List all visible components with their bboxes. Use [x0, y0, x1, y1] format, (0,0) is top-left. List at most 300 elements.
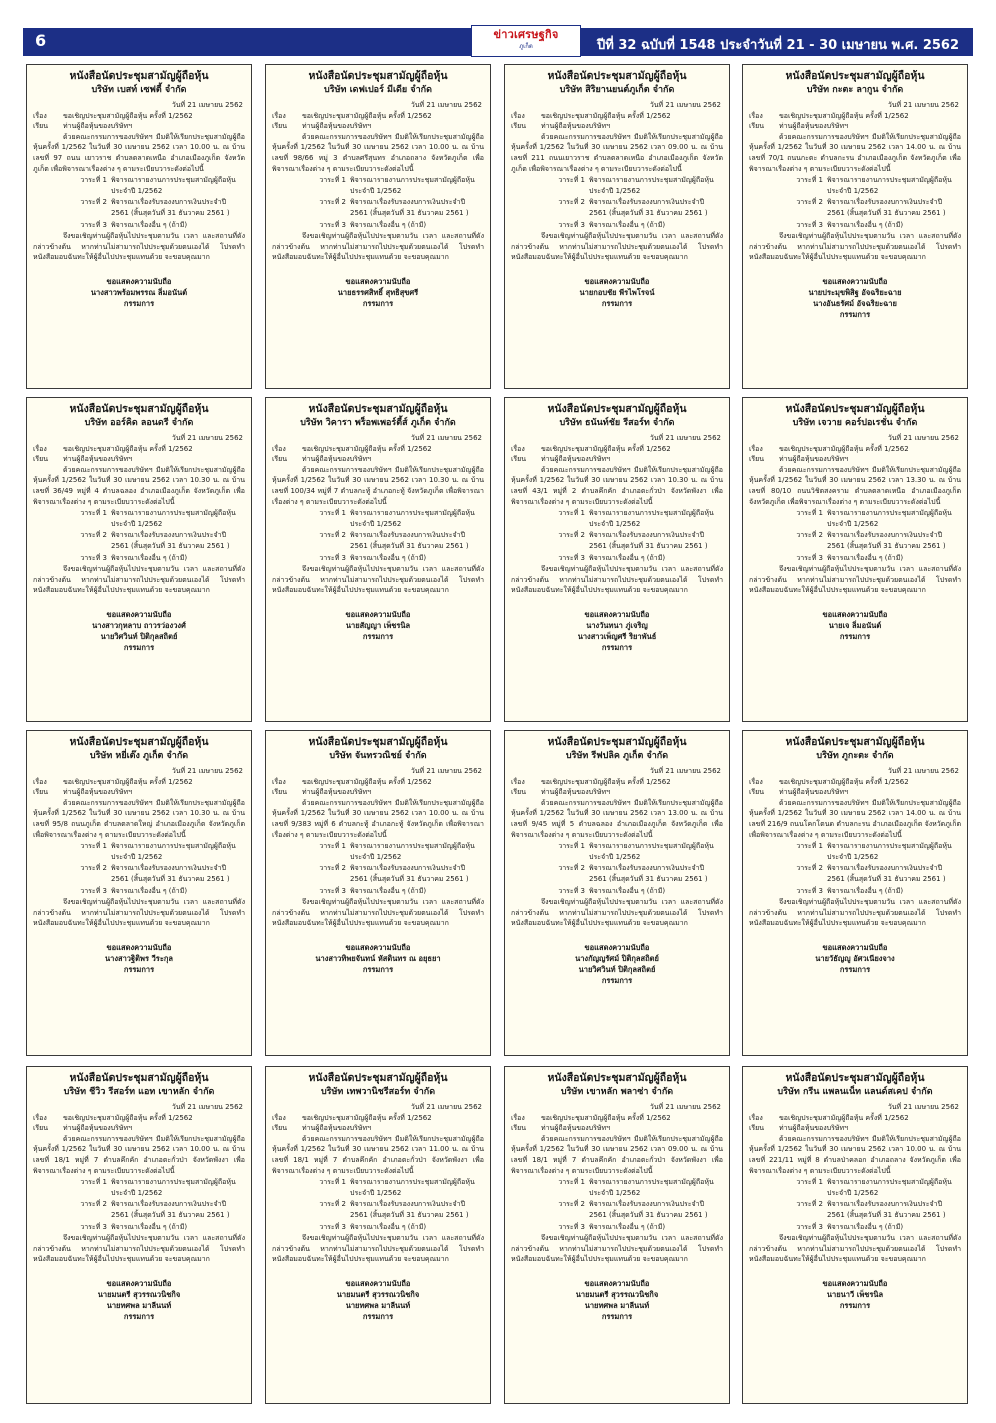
subject-row — [272, 111, 484, 122]
agenda-text: พิจารณารายงานการประชุมสามัญผู้ถือหุ้น ประจำปี 1/2562 — [827, 176, 952, 195]
agenda-item — [511, 1222, 723, 1233]
agenda-number: วาระที่ 1 — [558, 842, 585, 851]
notice-body: ด้วยคณะกรรมการของบริษัทฯ มีมติให้เรียกประชุมสามัญผู้ถือหุ้นครั้งที่ 1/2562 ในวันที่ 30 เมษายน 2562 เวลา 10.00 น. ณ บ้านเลขที่ 18/1 หมู่ที่ 7 ตำบลคึกคัก อำเภอตะกั่วป่า จังหวัดพังงา เพื่อพิจารณาเรื่องต่าง ๆ ตามระเบียบวาระดังต่อไปนี้ — [33, 1134, 245, 1175]
recipient-row — [272, 787, 484, 798]
notice-date: วันที่ 21 เมษายน 2562 — [171, 1103, 243, 1111]
agenda-text: พิจารณาเรื่องอื่น ๆ (ถ้ามี) — [589, 553, 666, 562]
regards-text: ขอแสดงความนับถือ — [822, 609, 888, 619]
agenda-text: พิจารณาเรื่องอื่น ๆ (ถ้ามี) — [111, 220, 188, 229]
closing-text: จึงขอเชิญท่านผู้ถือหุ้นไปประชุมตามวัน เวลา และสถานที่ดังกล่าวข้างต้น หากท่านไม่สามารถไปประชุมด้วยตนเองได้ โปรดทำหนังสือมอบฉันทะให้ผู้อื่นไปประชุมแทนด้วย จะขอบคุณมาก — [511, 1234, 723, 1264]
recipient-text: ท่านผู้ถือหุ้นของบริษัทฯ — [779, 1124, 849, 1133]
company-name: บริษัท เจวาย คอร์ปอเรชั่น จำกัด — [792, 418, 918, 428]
subject-row — [33, 111, 245, 122]
signer-name: นายทศพล มาลีนนท์ — [345, 1300, 411, 1310]
notice-card — [742, 64, 968, 389]
agenda-number: วาระที่ 1 — [80, 1178, 107, 1187]
signer-name: นายสัญญา เพ็ชรนิล — [345, 620, 411, 630]
agenda-number: วาระที่ 1 — [796, 842, 823, 851]
agenda-number: วาระที่ 3 — [319, 220, 346, 229]
recipient-row — [33, 454, 245, 465]
agenda-number: วาระที่ 3 — [319, 886, 346, 895]
notice-card — [265, 397, 491, 722]
notice-body: ด้วยคณะกรรมการของบริษัทฯ มีมติให้เรียกประชุมสามัญผู้ถือหุ้นครั้งที่ 1/2562 ในวันที่ 30 เมษายน 2562 เวลา 10.30 น. ณ บ้านเลขที่ 43/1 หมู่ที่ 2 ตำบลคึกคัก อำเภอตะกั่วป่า จังหวัดพังงา เพื่อพิจารณาเรื่องต่าง ๆ ตามระเบียบวาระดังต่อไปนี้ — [511, 465, 723, 506]
logo-title: ข่าวเศรษฐกิจ — [493, 28, 559, 41]
agenda-text: พิจารณาเรื่องอื่น ๆ (ถ้ามี) — [827, 886, 904, 895]
agenda-text: พิจารณารายงานการประชุมสามัญผู้ถือหุ้น ประจำปี 1/2562 — [111, 509, 236, 528]
agenda-text: พิจารณารายงานการประชุมสามัญผู้ถือหุ้น ประจำปี 1/2562 — [350, 842, 475, 861]
notice-date: วันที่ 21 เมษายน 2562 — [410, 767, 482, 775]
notice-body: ด้วยคณะกรรมการของบริษัทฯ มีมติให้เรียกประชุมสามัญผู้ถือหุ้นครั้งที่ 1/2562 ในวันที่ 30 เมษายน 2562 เวลา 10.00 น. ณ บ้านเลขที่ 98/66 หมู่ 3 ตำบลศรีสุนทร อำเภอถลาง จังหวัดภูเก็ต เพื่อพิจารณาเรื่องต่าง ๆ ตามระเบียบวาระดังต่อไปนี้ — [272, 132, 484, 173]
agenda-item — [511, 530, 723, 551]
agenda-item — [272, 886, 484, 897]
subject-row — [33, 777, 245, 788]
agenda-number: วาระที่ 2 — [80, 1200, 107, 1209]
notice-body: ด้วยคณะกรรมการของบริษัทฯ มีมติให้เรียกประชุมสามัญผู้ถือหุ้นครั้งที่ 1/2562 ในวันที่ 30 เมษายน 2562 เวลา 13.30 น. ณ บ้านเลขที่ 80/10 ถนนวิชิตสงคราม ตำบลตลาดเหนือ อำเภอเมืองภูเก็ต จังหวัดภูเก็ต เพื่อพิจารณาเรื่องต่าง ๆ ตามระเบียบวาระดังต่อไปนี้ — [749, 465, 961, 506]
recipient-text: ท่านผู้ถือหุ้นของบริษัทฯ — [779, 122, 849, 131]
company-name: บริษัท วิคารา พร็อพเพอร์ตี้ส์ ภูเก็ต จำกัด — [300, 418, 456, 428]
recipient-label: เรียน — [33, 788, 49, 797]
subject-text: ขอเชิญประชุมสามัญผู้ถือหุ้น ครั้งที่ 1/2562 — [779, 111, 909, 120]
agenda-number: วาระที่ 2 — [796, 531, 823, 540]
agenda-item — [33, 175, 245, 196]
subject-row — [272, 1113, 484, 1124]
recipient-text: ท่านผู้ถือหุ้นของบริษัทฯ — [63, 1124, 133, 1133]
agenda-number: วาระที่ 1 — [796, 176, 823, 185]
closing-text: จึงขอเชิญท่านผู้ถือหุ้นไปประชุมตามวัน เวลา และสถานที่ดังกล่าวข้างต้น หากท่านไม่สามารถไปประชุมด้วยตนเองได้ โปรดทำหนังสือมอบฉันทะให้ผู้อื่นไปประชุมแทนด้วย จะขอบคุณมาก — [272, 898, 484, 928]
agenda-text: พิจารณารายงานการประชุมสามัญผู้ถือหุ้น ประจำปี 1/2562 — [589, 509, 714, 528]
subject-text: ขอเชิญประชุมสามัญผู้ถือหุ้น ครั้งที่ 1/2562 — [541, 1113, 671, 1122]
recipient-label: เรียน — [749, 788, 765, 797]
regards-text: ขอแสดงความนับถือ — [345, 942, 411, 952]
recipient-text: ท่านผู้ถือหุ้นของบริษัทฯ — [779, 455, 849, 464]
closing-text: จึงขอเชิญท่านผู้ถือหุ้นไปประชุมตามวัน เวลา และสถานที่ดังกล่าวข้างต้น หากท่านไม่สามารถไปประชุมด้วยตนเองได้ โปรดทำหนังสือมอบฉันทะให้ผู้อื่นไปประชุมแทนด้วย จะขอบคุณมาก — [511, 565, 723, 595]
agenda-text: พิจารณาเรื่องอื่น ๆ (ถ้ามี) — [827, 1222, 904, 1231]
agenda-text: พิจารณารายงานการประชุมสามัญผู้ถือหุ้น ประจำปี 1/2562 — [827, 842, 952, 861]
signer-role: กรรมการ — [123, 642, 155, 652]
agenda-text: พิจารณาเรื่องรับรองงบการเงินประจำปี 2561 (สิ้นสุดวันที่ 31 ธันวาคม 2561 ) — [350, 198, 469, 217]
notice-card — [742, 1066, 968, 1404]
regards-text: ขอแสดงความนับถือ — [584, 1278, 650, 1288]
agenda-text: พิจารณาเรื่องอื่น ๆ (ถ้ามี) — [111, 1222, 188, 1231]
notice-date: วันที่ 21 เมษายน 2562 — [171, 434, 243, 442]
closing-text: จึงขอเชิญท่านผู้ถือหุ้นไปประชุมตามวัน เวลา และสถานที่ดังกล่าวข้างต้น หากท่านไม่สามารถไปประชุมด้วยตนเองได้ โปรดทำหนังสือมอบฉันทะให้ผู้อื่นไปประชุมแทนด้วย จะขอบคุณมาก — [272, 1234, 484, 1264]
recipient-row — [749, 454, 961, 465]
subject-row — [511, 111, 723, 122]
notice-title: หนังสือนัดประชุมสามัญผู้ถือหุ้น — [308, 403, 448, 415]
subject-label: เรื่อง — [511, 444, 525, 453]
recipient-text: ท่านผู้ถือหุ้นของบริษัทฯ — [541, 1124, 611, 1133]
closing-text: จึงขอเชิญท่านผู้ถือหุ้นไปประชุมตามวัน เวลา และสถานที่ดังกล่าวข้างต้น หากท่านไม่สามารถไปประชุมด้วยตนเองได้ โปรดทำหนังสือมอบฉันทะให้ผู้อื่นไปประชุมแทนด้วย จะขอบคุณมาก — [749, 565, 961, 595]
company-name: บริษัท ออร์คิด ลอนดรี จำกัด — [84, 418, 194, 428]
agenda-item — [33, 508, 245, 529]
agenda-item — [33, 886, 245, 897]
regards-text: ขอแสดงความนับถือ — [584, 609, 650, 619]
company-name: บริษัท สิริยานยนต์ภูเก็ต จำกัด — [559, 85, 675, 95]
signer-role: กรรมการ — [839, 631, 871, 641]
agenda-text: พิจารณารายงานการประชุมสามัญผู้ถือหุ้น ประจำปี 1/2562 — [111, 842, 236, 861]
notice-card — [26, 1066, 252, 1404]
agenda-item — [272, 1199, 484, 1220]
agenda-text: พิจารณาเรื่องอื่น ๆ (ถ้ามี) — [589, 220, 666, 229]
notice-card — [26, 730, 252, 1056]
agenda-text: พิจารณาเรื่องอื่น ๆ (ถ้ามี) — [350, 1222, 427, 1231]
subject-label: เรื่อง — [272, 1113, 286, 1122]
recipient-label: เรียน — [749, 455, 765, 464]
subject-label: เรื่อง — [272, 777, 286, 786]
signer-name: นายมนตรี สุวรรณวนิชกิจ — [97, 1289, 181, 1299]
agenda-number: วาระที่ 2 — [558, 1200, 585, 1209]
notice-title: หนังสือนัดประชุมสามัญผู้ถือหุ้น — [547, 1072, 687, 1084]
agenda-item — [272, 220, 484, 231]
agenda-item — [749, 220, 961, 231]
regards-text: ขอแสดงความนับถือ — [106, 276, 172, 286]
agenda-item — [511, 553, 723, 564]
agenda-item — [749, 863, 961, 884]
agenda-text: พิจารณาเรื่องอื่น ๆ (ถ้ามี) — [111, 886, 188, 895]
notice-card — [742, 397, 968, 722]
signer-name: นายเจ ลิ่มอนันต์ — [828, 620, 882, 630]
regards-text: ขอแสดงความนับถือ — [345, 1278, 411, 1288]
notice-body: ด้วยคณะกรรมการของบริษัทฯ มีมติให้เรียกประชุมสามัญผู้ถือหุ้นครั้งที่ 1/2562 ในวันที่ 30 เมษายน 2562 เวลา 14.00 น. ณ บ้านเลขที่ 70/1 ถนนกะตะ ตำบลกะรน อำเภอเมืองภูเก็ต จังหวัดภูเก็ต เพื่อพิจารณาเรื่องต่าง ๆ ตามระเบียบวาระดังต่อไปนี้ — [749, 132, 961, 173]
agenda-number: วาระที่ 3 — [796, 886, 823, 895]
notice-body: ด้วยคณะกรรมการของบริษัทฯ มีมติให้เรียกประชุมสามัญผู้ถือหุ้นครั้งที่ 1/2562 ในวันที่ 30 เมษายน 2562 เวลา 10.30 น. ณ บ้านเลขที่ 95/8 ถนนภูเก็ต ตำบลตลาดใหญ่ อำเภอเมืองภูเก็ต จังหวัดภูเก็ต เพื่อพิจารณาเรื่องต่าง ๆ ตามระเบียบวาระดังต่อไปนี้ — [33, 798, 245, 839]
signer-name: นางวันทนา ภู่เจริญ — [586, 620, 648, 630]
agenda-item — [749, 197, 961, 218]
subject-text: ขอเชิญประชุมสามัญผู้ถือหุ้น ครั้งที่ 1/2562 — [302, 777, 432, 786]
subject-label: เรื่อง — [749, 444, 763, 453]
closing-text: จึงขอเชิญท่านผู้ถือหุ้นไปประชุมตามวัน เวลา และสถานที่ดังกล่าวข้างต้น หากท่านไม่สามารถไปประชุมด้วยตนเองได้ โปรดทำหนังสือมอบฉันทะให้ผู้อื่นไปประชุมแทนด้วย จะขอบคุณมาก — [33, 232, 245, 262]
closing-text: จึงขอเชิญท่านผู้ถือหุ้นไปประชุมตามวัน เวลา และสถานที่ดังกล่าวข้างต้น หากท่านไม่สามารถไปประชุมด้วยตนเองได้ โปรดทำหนังสือมอบฉันทะให้ผู้อื่นไปประชุมแทนด้วย จะขอบคุณมาก — [33, 565, 245, 595]
subject-row — [511, 444, 723, 455]
agenda-number: วาระที่ 3 — [80, 220, 107, 229]
signer-name: นางสาวทิพยจันทน์ หัสดินทร ณ อยุธยา — [315, 953, 441, 963]
agenda-text: พิจารณาเรื่องอื่น ๆ (ถ้ามี) — [350, 886, 427, 895]
agenda-number: วาระที่ 2 — [558, 531, 585, 540]
agenda-text: พิจารณารายงานการประชุมสามัญผู้ถือหุ้น ประจำปี 1/2562 — [827, 509, 952, 528]
signer-role: กรรมการ — [123, 964, 155, 974]
subject-row — [511, 1113, 723, 1124]
regards-text: ขอแสดงความนับถือ — [345, 609, 411, 619]
agenda-text: พิจารณาเรื่องรับรองงบการเงินประจำปี 2561 (สิ้นสุดวันที่ 31 ธันวาคม 2561 ) — [350, 1200, 469, 1219]
notice-body: ด้วยคณะกรรมการของบริษัทฯ มีมติให้เรียกประชุมสามัญผู้ถือหุ้นครั้งที่ 1/2562 ในวันที่ 30 เมษายน 2562 เวลา 10.00 น. ณ บ้านเลขที่ 97 ถนน เยาวราช ตำบลตลาดเหนือ อำเภอเมืองภูเก็ต จังหวัดภูเก็ต เพื่อพิจารณาเรื่องต่าง ๆ ตามระเบียบวาระดังต่อไปนี้ — [33, 132, 245, 173]
recipient-row — [749, 121, 961, 132]
subject-label: เรื่อง — [749, 1113, 763, 1122]
agenda-number: วาระที่ 3 — [796, 220, 823, 229]
notice-title: หนังสือนัดประชุมสามัญผู้ถือหุ้น — [785, 403, 925, 415]
signer-name: นายมนตรี สุวรรณวนิชกิจ — [575, 1289, 659, 1299]
company-name: บริษัท เทพวานิชรีสอร์ท จำกัด — [320, 1087, 436, 1097]
recipient-label: เรียน — [749, 1124, 765, 1133]
agenda-text: พิจารณารายงานการประชุมสามัญผู้ถือหุ้น ประจำปี 1/2562 — [350, 1178, 475, 1197]
agenda-item — [749, 530, 961, 551]
subject-text: ขอเชิญประชุมสามัญผู้ถือหุ้น ครั้งที่ 1/2562 — [302, 1113, 432, 1122]
recipient-text: ท่านผู้ถือหุ้นของบริษัทฯ — [302, 455, 372, 464]
notice-title: หนังสือนัดประชุมสามัญผู้ถือหุ้น — [308, 70, 448, 82]
subject-label: เรื่อง — [272, 111, 286, 120]
agenda-item — [33, 1222, 245, 1233]
notice-card — [504, 1066, 730, 1404]
signer-role: กรรมการ — [123, 298, 155, 308]
agenda-text: พิจารณาเรื่องรับรองงบการเงินประจำปี 2561 (สิ้นสุดวันที่ 31 ธันวาคม 2561 ) — [350, 531, 469, 550]
agenda-item — [749, 1222, 961, 1233]
agenda-number: วาระที่ 1 — [319, 842, 346, 851]
agenda-number: วาระที่ 3 — [796, 1222, 823, 1231]
agenda-number: วาระที่ 3 — [558, 553, 585, 562]
agenda-item — [511, 886, 723, 897]
subject-label: เรื่อง — [511, 1113, 525, 1122]
agenda-number: วาระที่ 1 — [796, 509, 823, 518]
recipient-text: ท่านผู้ถือหุ้นของบริษัทฯ — [63, 788, 133, 797]
subject-label: เรื่อง — [749, 777, 763, 786]
agenda-text: พิจารณารายงานการประชุมสามัญผู้ถือหุ้น ประจำปี 1/2562 — [350, 509, 475, 528]
agenda-text: พิจารณารายงานการประชุมสามัญผู้ถือหุ้น ประจำปี 1/2562 — [350, 176, 475, 195]
notice-body: ด้วยคณะกรรมการของบริษัทฯ มีมติให้เรียกประชุมสามัญผู้ถือหุ้นครั้งที่ 1/2562 ในวันที่ 30 เมษายน 2562 เวลา 10.00 น. ณ บ้านเลขที่ 9/383 หมู่ที่ 6 ตำบลกะทู้ อำเภอกะทู้ จังหวัดภูเก็ต เพื่อพิจารณาเรื่องต่าง ๆ ตามระเบียบวาระดังต่อไปนี้ — [272, 798, 484, 839]
signer-role: กรรมการ — [362, 1311, 394, 1321]
subject-label: เรื่อง — [33, 1113, 47, 1122]
agenda-item — [511, 1177, 723, 1198]
closing-text: จึงขอเชิญท่านผู้ถือหุ้นไปประชุมตามวัน เวลา และสถานที่ดังกล่าวข้างต้น หากท่านไม่สามารถไปประชุมด้วยตนเองได้ โปรดทำหนังสือมอบฉันทะให้ผู้อื่นไปประชุมแทนด้วย จะขอบคุณมาก — [511, 898, 723, 928]
signer-name: นายกอบชัย พีรไพโรจน์ — [579, 287, 655, 297]
closing-text: จึงขอเชิญท่านผู้ถือหุ้นไปประชุมตามวัน เวลา และสถานที่ดังกล่าวข้างต้น หากท่านไม่สามารถไปประชุมด้วยตนเองได้ โปรดทำหนังสือมอบฉันทะให้ผู้อื่นไปประชุมแทนด้วย จะขอบคุณมาก — [749, 898, 961, 928]
notice-title: หนังสือนัดประชุมสามัญผู้ถือหุ้น — [547, 403, 687, 415]
subject-text: ขอเชิญประชุมสามัญผู้ถือหุ้น ครั้งที่ 1/2562 — [779, 777, 909, 786]
agenda-item — [749, 553, 961, 564]
notice-date: วันที่ 21 เมษายน 2562 — [410, 101, 482, 109]
company-name: บริษัท เบสท์ เซฟตี้ จำกัด — [91, 85, 187, 95]
notice-card — [742, 730, 968, 1056]
agenda-text: พิจารณาเรื่องรับรองงบการเงินประจำปี 2561 (สิ้นสุดวันที่ 31 ธันวาคม 2561 ) — [827, 864, 946, 883]
agenda-text: พิจารณาเรื่องรับรองงบการเงินประจำปี 2561 (สิ้นสุดวันที่ 31 ธันวาคม 2561 ) — [111, 531, 230, 550]
signer-role: กรรมการ — [601, 1311, 633, 1321]
agenda-text: พิจารณาเรื่องรับรองงบการเงินประจำปี 2561 (สิ้นสุดวันที่ 31 ธันวาคม 2561 ) — [827, 198, 946, 217]
recipient-label: เรียน — [511, 1124, 527, 1133]
recipient-row — [272, 121, 484, 132]
subject-row — [749, 111, 961, 122]
subject-text: ขอเชิญประชุมสามัญผู้ถือหุ้น ครั้งที่ 1/2562 — [541, 777, 671, 786]
subject-row — [749, 444, 961, 455]
agenda-item — [511, 220, 723, 231]
notice-date: วันที่ 21 เมษายน 2562 — [410, 434, 482, 442]
agenda-item — [511, 841, 723, 862]
closing-text: จึงขอเชิญท่านผู้ถือหุ้นไปประชุมตามวัน เวลา และสถานที่ดังกล่าวข้างต้น หากท่านไม่สามารถไปประชุมด้วยตนเองได้ โปรดทำหนังสือมอบฉันทะให้ผู้อื่นไปประชุมแทนด้วย จะขอบคุณมาก — [749, 1234, 961, 1264]
notice-body: ด้วยคณะกรรมการของบริษัทฯ มีมติให้เรียกประชุมสามัญผู้ถือหุ้นครั้งที่ 1/2562 ในวันที่ 30 เมษายน 2562 เวลา 10.30 น. ณ บ้านเลขที่ 100/34 หมู่ที่ 7 ตำบลกะทู้ อำเภอกะทู้ จังหวัดภูเก็ต เพื่อพิจารณาเรื่องต่าง ๆ ตามระเบียบวาระดังต่อไปนี้ — [272, 465, 484, 506]
regards-text: ขอแสดงความนับถือ — [822, 276, 888, 286]
agenda-item — [749, 886, 961, 897]
issue-info: ปีที่ 32 ฉบับที่ 1548 ประจำวันที่ 21 - 30 เมษายน พ.ศ. 2562 — [596, 38, 959, 53]
subject-label: เรื่อง — [511, 777, 525, 786]
notice-date: วันที่ 21 เมษายน 2562 — [649, 434, 721, 442]
recipient-row — [272, 454, 484, 465]
signer-name: นายทศพล มาลีนนท์ — [106, 1300, 172, 1310]
agenda-item — [33, 1177, 245, 1198]
agenda-text: พิจารณาเรื่องอื่น ๆ (ถ้ามี) — [350, 220, 427, 229]
agenda-text: พิจารณารายงานการประชุมสามัญผู้ถือหุ้น ประจำปี 1/2562 — [111, 1178, 236, 1197]
signer-name: นายมนตรี สุวรรณวนิชกิจ — [336, 1289, 420, 1299]
notice-body: ด้วยคณะกรรมการของบริษัทฯ มีมติให้เรียกประชุมสามัญผู้ถือหุ้นครั้งที่ 1/2562 ในวันที่ 30 เมษายน 2562 เวลา 09.00 น. ณ บ้านเลขที่ 18/1 หมู่ที่ 7 ตำบลคึกคัก อำเภอตะกั่วป่า จังหวัดพังงา เพื่อพิจารณาเรื่องต่าง ๆ ตามระเบียบวาระดังต่อไปนี้ — [511, 1134, 723, 1175]
agenda-number: วาระที่ 1 — [558, 176, 585, 185]
subject-text: ขอเชิญประชุมสามัญผู้ถือหุ้น ครั้งที่ 1/2562 — [63, 777, 193, 786]
agenda-text: พิจารณาเรื่องรับรองงบการเงินประจำปี 2561 (สิ้นสุดวันที่ 31 ธันวาคม 2561 ) — [589, 198, 708, 217]
closing-text: จึงขอเชิญท่านผู้ถือหุ้นไปประชุมตามวัน เวลา และสถานที่ดังกล่าวข้างต้น หากท่านไม่สามารถไปประชุมด้วยตนเองได้ โปรดทำหนังสือมอบฉันทะให้ผู้อื่นไปประชุมแทนด้วย จะขอบคุณมาก — [272, 565, 484, 595]
agenda-text: พิจารณาเรื่องอื่น ๆ (ถ้ามี) — [350, 553, 427, 562]
recipient-row — [33, 1123, 245, 1134]
agenda-text: พิจารณาเรื่องรับรองงบการเงินประจำปี 2561 (สิ้นสุดวันที่ 31 ธันวาคม 2561 ) — [827, 531, 946, 550]
agenda-number: วาระที่ 3 — [80, 553, 107, 562]
closing-text: จึงขอเชิญท่านผู้ถือหุ้นไปประชุมตามวัน เวลา และสถานที่ดังกล่าวข้างต้น หากท่านไม่สามารถไปประชุมด้วยตนเองได้ โปรดทำหนังสือมอบฉันทะให้ผู้อื่นไปประชุมแทนด้วย จะขอบคุณมาก — [33, 898, 245, 928]
subject-row — [749, 1113, 961, 1124]
agenda-text: พิจารณาเรื่องรับรองงบการเงินประจำปี 2561 (สิ้นสุดวันที่ 31 ธันวาคม 2561 ) — [111, 1200, 230, 1219]
agenda-text: พิจารณาเรื่องรับรองงบการเงินประจำปี 2561 (สิ้นสุดวันที่ 31 ธันวาคม 2561 ) — [589, 1200, 708, 1219]
agenda-text: พิจารณาเรื่องอื่น ๆ (ถ้ามี) — [827, 220, 904, 229]
subject-text: ขอเชิญประชุมสามัญผู้ถือหุ้น ครั้งที่ 1/2562 — [63, 1113, 193, 1122]
recipient-text: ท่านผู้ถือหุ้นของบริษัทฯ — [302, 1124, 372, 1133]
notice-title: หนังสือนัดประชุมสามัญผู้ถือหุ้น — [785, 736, 925, 748]
recipient-label: เรียน — [511, 122, 527, 131]
recipient-text: ท่านผู้ถือหุ้นของบริษัทฯ — [779, 788, 849, 797]
agenda-item — [272, 508, 484, 529]
notice-body: ด้วยคณะกรรมการของบริษัทฯ มีมติให้เรียกประชุมสามัญผู้ถือหุ้นครั้งที่ 1/2562 ในวันที่ 30 เมษายน 2562 เวลา 09.00 น. ณ บ้านเลขที่ 211 ถนนเยาวราช ตำบลตลาดเหนือ อำเภอเมืองภูเก็ต จังหวัดภูเก็ต เพื่อพิจารณาเรื่องต่าง ๆ ตามระเบียบวาระดังต่อไปนี้ — [511, 132, 723, 173]
recipient-row — [33, 121, 245, 132]
notice-card — [504, 64, 730, 389]
recipient-row — [272, 1123, 484, 1134]
agenda-item — [749, 841, 961, 862]
company-name: บริษัท รีฟปลิค ภูเก็ต จำกัด — [565, 751, 669, 761]
closing-text: จึงขอเชิญท่านผู้ถือหุ้นไปประชุมตามวัน เวลา และสถานที่ดังกล่าวข้างต้น หากท่านไม่สามารถไปประชุมด้วยตนเองได้ โปรดทำหนังสือมอบฉันทะให้ผู้อื่นไปประชุมแทนด้วย จะขอบคุณมาก — [272, 232, 484, 262]
notice-body: ด้วยคณะกรรมการของบริษัทฯ มีมติให้เรียกประชุมสามัญผู้ถือหุ้นครั้งที่ 1/2562 ในวันที่ 30 เมษายน 2562 เวลา 13.00 น. ณ บ้านเลขที่ 9/45 หมู่ที่ 5 ตำบลฉลอง อำเภอเมืองภูเก็ต จังหวัดภูเก็ต เพื่อพิจารณาเรื่องต่าง ๆ ตามระเบียบวาระดังต่อไปนี้ — [511, 798, 723, 839]
recipient-row — [749, 787, 961, 798]
notice-date: วันที่ 21 เมษายน 2562 — [649, 1103, 721, 1111]
agenda-number: วาระที่ 1 — [558, 1178, 585, 1187]
agenda-text: พิจารณาเรื่องรับรองงบการเงินประจำปี 2561 (สิ้นสุดวันที่ 31 ธันวาคม 2561 ) — [111, 198, 230, 217]
agenda-number: วาระที่ 1 — [319, 176, 346, 185]
agenda-item — [272, 175, 484, 196]
agenda-text: พิจารณาเรื่องรับรองงบการเงินประจำปี 2561 (สิ้นสุดวันที่ 31 ธันวาคม 2561 ) — [827, 1200, 946, 1219]
agenda-number: วาระที่ 2 — [558, 864, 585, 873]
notice-body: ด้วยคณะกรรมการของบริษัทฯ มีมติให้เรียกประชุมสามัญผู้ถือหุ้นครั้งที่ 1/2562 ในวันที่ 30 เมษายน 2562 เวลา 10.30 น. ณ บ้านเลขที่ 36/49 หมู่ที่ 4 ตำบลฉลอง อำเภอเมืองภูเก็ต จังหวัดภูเก็ต เพื่อพิจารณาเรื่องต่าง ๆ ตามระเบียบวาระดังต่อไปนี้ — [33, 465, 245, 506]
agenda-number: วาระที่ 1 — [319, 1178, 346, 1187]
agenda-number: วาระที่ 3 — [558, 886, 585, 895]
notice-date: วันที่ 21 เมษายน 2562 — [887, 1103, 959, 1111]
recipient-label: เรียน — [33, 1124, 49, 1133]
agenda-number: วาระที่ 2 — [319, 1200, 346, 1209]
agenda-number: วาระที่ 3 — [796, 553, 823, 562]
signer-role: กรรมการ — [839, 309, 871, 319]
notice-title: หนังสือนัดประชุมสามัญผู้ถือหุ้น — [69, 403, 209, 415]
notice-grid — [26, 64, 970, 1404]
subject-label: เรื่อง — [272, 444, 286, 453]
subject-text: ขอเชิญประชุมสามัญผู้ถือหุ้น ครั้งที่ 1/2562 — [779, 444, 909, 453]
signer-name: นางสาวเพ็ญศรี ริยาพันธ์ — [577, 631, 657, 641]
recipient-row — [749, 1123, 961, 1134]
notice-body: ด้วยคณะกรรมการของบริษัทฯ มีมติให้เรียกประชุมสามัญผู้ถือหุ้นครั้งที่ 1/2562 ในวันที่ 30 เมษายน 2562 เวลา 14.00 น. ณ บ้านเลขที่ 216/9 ถนนโคกโตนด ตำบลกะรน อำเภอเมืองภูเก็ต จังหวัดภูเก็ต เพื่อพิจารณาเรื่องต่าง ๆ ตามระเบียบวาระดังต่อไปนี้ — [749, 798, 961, 839]
recipient-label: เรียน — [272, 455, 288, 464]
signer-role: กรรมการ — [362, 964, 394, 974]
notice-body: ด้วยคณะกรรมการของบริษัทฯ มีมติให้เรียกประชุมสามัญผู้ถือหุ้นครั้งที่ 1/2562 ในวันที่ 30 เมษายน 2562 เวลา 10.00 น. ณ บ้านเลขที่ 221/11 หมู่ที่ 8 ตำบลป่าคลอก อำเภอถลาง จังหวัดภูเก็ต เพื่อพิจารณาเรื่องต่าง ๆ ตามระเบียบวาระดังต่อไปนี้ — [749, 1134, 961, 1175]
agenda-number: วาระที่ 2 — [319, 198, 346, 207]
agenda-text: พิจารณาเรื่องรับรองงบการเงินประจำปี 2561 (สิ้นสุดวันที่ 31 ธันวาคม 2561 ) — [589, 864, 708, 883]
agenda-item — [272, 841, 484, 862]
agenda-item — [511, 175, 723, 196]
company-name: บริษัท กะตะ ลากูน จำกัด — [806, 85, 904, 95]
agenda-text: พิจารณาเรื่องรับรองงบการเงินประจำปี 2561 (สิ้นสุดวันที่ 31 ธันวาคม 2561 ) — [350, 864, 469, 883]
recipient-row — [511, 121, 723, 132]
agenda-number: วาระที่ 2 — [80, 864, 107, 873]
subject-text: ขอเชิญประชุมสามัญผู้ถือหุ้น ครั้งที่ 1/2562 — [779, 1113, 909, 1122]
notice-date: วันที่ 21 เมษายน 2562 — [649, 767, 721, 775]
subject-row — [272, 777, 484, 788]
signer-name: นางอันธรัศม์ อัจฉริยะฉาย — [813, 298, 897, 308]
agenda-item — [511, 1199, 723, 1220]
agenda-text: พิจารณาเรื่องอื่น ๆ (ถ้ามี) — [827, 553, 904, 562]
closing-text: จึงขอเชิญท่านผู้ถือหุ้นไปประชุมตามวัน เวลา และสถานที่ดังกล่าวข้างต้น หากท่านไม่สามารถไปประชุมด้วยตนเองได้ โปรดทำหนังสือมอบฉันทะให้ผู้อื่นไปประชุมแทนด้วย จะขอบคุณมาก — [33, 1234, 245, 1264]
recipient-label: เรียน — [33, 122, 49, 131]
recipient-text: ท่านผู้ถือหุ้นของบริษัทฯ — [302, 122, 372, 131]
recipient-text: ท่านผู้ถือหุ้นของบริษัทฯ — [63, 122, 133, 131]
newspaper-logo — [471, 25, 581, 57]
subject-label: เรื่อง — [33, 444, 47, 453]
notice-card — [26, 64, 252, 389]
subject-text: ขอเชิญประชุมสามัญผู้ถือหุ้น ครั้งที่ 1/2562 — [541, 444, 671, 453]
signer-name: นางสาวฐิติพร วีระกุล — [105, 953, 173, 963]
recipient-label: เรียน — [749, 122, 765, 131]
signer-role: กรรมการ — [839, 964, 871, 974]
agenda-number: วาระที่ 2 — [796, 198, 823, 207]
recipient-label: เรียน — [272, 122, 288, 131]
notice-title: หนังสือนัดประชุมสามัญผู้ถือหุ้น — [547, 70, 687, 82]
regards-text: ขอแสดงความนับถือ — [106, 609, 172, 619]
notice-card — [265, 1066, 491, 1404]
notice-card — [504, 730, 730, 1056]
signer-name: นางกัญญรัศม์ ปิติกุลสถิตย์ — [575, 953, 659, 963]
agenda-item — [272, 197, 484, 218]
recipient-text: ท่านผู้ถือหุ้นของบริษัทฯ — [541, 455, 611, 464]
signer-role: กรรมการ — [601, 975, 633, 985]
subject-label: เรื่อง — [33, 777, 47, 786]
recipient-text: ท่านผู้ถือหุ้นของบริษัทฯ — [541, 788, 611, 797]
agenda-item — [272, 1177, 484, 1198]
notice-date: วันที่ 21 เมษายน 2562 — [410, 1103, 482, 1111]
signer-role: กรรมการ — [601, 642, 633, 652]
notice-card — [265, 64, 491, 389]
recipient-row — [511, 1123, 723, 1134]
closing-text: จึงขอเชิญท่านผู้ถือหุ้นไปประชุมตามวัน เวลา และสถานที่ดังกล่าวข้างต้น หากท่านไม่สามารถไปประชุมด้วยตนเองได้ โปรดทำหนังสือมอบฉันทะให้ผู้อื่นไปประชุมแทนด้วย จะขอบคุณมาก — [749, 232, 961, 262]
agenda-number: วาระที่ 2 — [319, 531, 346, 540]
agenda-item — [749, 508, 961, 529]
notice-title: หนังสือนัดประชุมสามัญผู้ถือหุ้น — [785, 1072, 925, 1084]
signer-name: นายนาวี เพ็ชรนิล — [826, 1289, 884, 1299]
notice-title: หนังสือนัดประชุมสามัญผู้ถือหุ้น — [308, 1072, 448, 1084]
recipient-text: ท่านผู้ถือหุ้นของบริษัทฯ — [63, 455, 133, 464]
subject-text: ขอเชิญประชุมสามัญผู้ถือหุ้น ครั้งที่ 1/2562 — [302, 111, 432, 120]
signer-name: นายวิศวินท์ ปิติกุลสถิตย์ — [578, 964, 656, 974]
agenda-item — [272, 530, 484, 551]
page-number: 6 — [35, 31, 47, 50]
notice-date: วันที่ 21 เมษายน 2562 — [887, 101, 959, 109]
agenda-text: พิจารณาเรื่องรับรองงบการเงินประจำปี 2561 (สิ้นสุดวันที่ 31 ธันวาคม 2561 ) — [589, 531, 708, 550]
company-name: บริษัท ภูกะตะ จำกัด — [816, 751, 894, 761]
agenda-number: วาระที่ 1 — [80, 509, 107, 518]
agenda-number: วาระที่ 3 — [319, 1222, 346, 1231]
subject-row — [33, 444, 245, 455]
notice-title: หนังสือนัดประชุมสามัญผู้ถือหุ้น — [69, 1072, 209, 1084]
company-name: บริษัท หยี่เต๊ง ภูเก็ต จำกัด — [89, 751, 189, 761]
company-name: บริษัท จันทรวณิชย์ จำกัด — [329, 751, 427, 761]
agenda-number: วาระที่ 1 — [80, 176, 107, 185]
notice-date: วันที่ 21 เมษายน 2562 — [887, 434, 959, 442]
agenda-text: พิจารณาเรื่องอื่น ๆ (ถ้ามี) — [589, 886, 666, 895]
company-name: บริษัท เดฟเปอร์ มีเดีย จำกัด — [324, 85, 432, 95]
agenda-text: พิจารณาเรื่องรับรองงบการเงินประจำปี 2561 (สิ้นสุดวันที่ 31 ธันวาคม 2561 ) — [111, 864, 230, 883]
